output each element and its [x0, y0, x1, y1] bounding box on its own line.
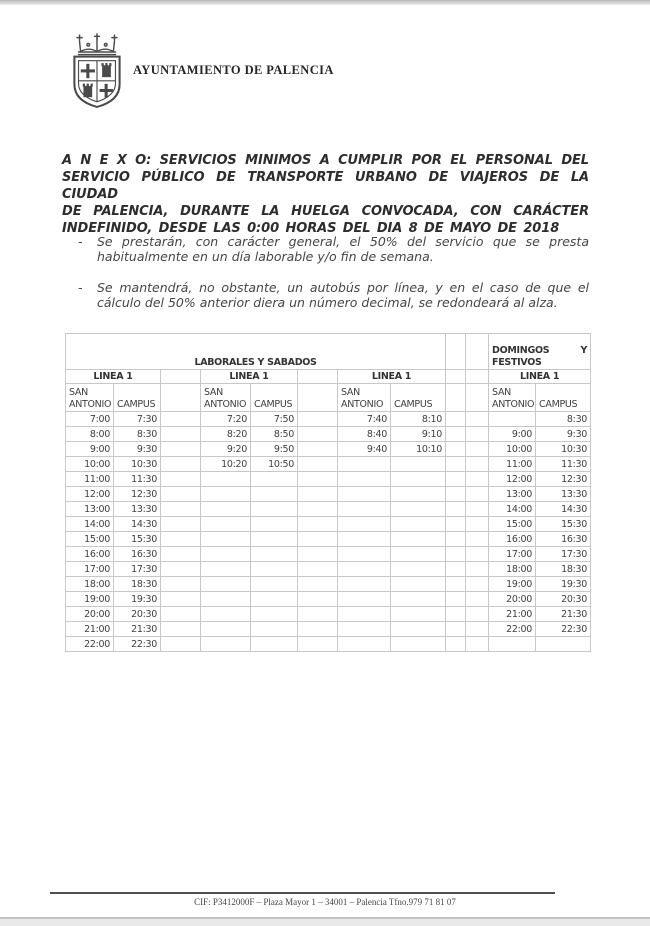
time-cell [201, 592, 251, 607]
time-cell [338, 592, 391, 607]
spacer-cell [446, 487, 466, 502]
schedule-row [66, 547, 591, 562]
time-cell [251, 577, 298, 592]
stops-header-row [66, 384, 591, 412]
schedule-row [66, 472, 591, 487]
bullet-text [97, 234, 589, 264]
group-header-row [66, 334, 591, 370]
time-cell: 7:50 [251, 412, 298, 427]
spacer-cell [161, 370, 201, 384]
time-cell: 8:40 [338, 427, 391, 442]
spacer-cell [446, 637, 466, 652]
time-cell: 10:00 [66, 457, 114, 472]
time-cell: 16:30 [114, 547, 161, 562]
time-cell [338, 637, 391, 652]
time-cell: 11:30 [536, 457, 591, 472]
time-cell: 16:00 [66, 547, 114, 562]
time-cell: 7:00 [66, 412, 114, 427]
spacer-cell [161, 472, 201, 487]
stop-origin-header: SAN ANTONIO [201, 384, 251, 412]
spacer-cell [161, 547, 201, 562]
line-label: LINEA 1 [489, 370, 591, 384]
time-cell [536, 637, 591, 652]
stop-origin-header: SAN ANTONIO [338, 384, 391, 412]
spacer-cell [298, 457, 338, 472]
time-cell [338, 517, 391, 532]
time-cell: 21:30 [536, 607, 591, 622]
bullet-1-line-2: habitualmente en un día laborable y/o fin de semana. [97, 249, 434, 264]
spacer-cell [161, 487, 201, 502]
bullet-dash: - [78, 234, 83, 249]
time-cell [201, 607, 251, 622]
footer-text: CIF: P3412000F – Plaza Mayor 1 – 34001 – Palencia Tfno.979 71 81 07 [194, 897, 456, 907]
time-cell: 20:30 [536, 592, 591, 607]
spacer-cell [298, 502, 338, 517]
time-cell: 21:30 [114, 622, 161, 637]
time-cell [251, 622, 298, 637]
time-cell [338, 622, 391, 637]
time-cell: 7:20 [201, 412, 251, 427]
time-cell [251, 562, 298, 577]
spacer-cell [466, 562, 489, 577]
time-cell: 12:30 [114, 487, 161, 502]
time-cell [391, 637, 446, 652]
spacer-cell [466, 334, 489, 370]
time-cell: 8:10 [391, 412, 446, 427]
spacer-cell [466, 502, 489, 517]
title-line-2: SERVICIO PÚBLICO DE TRANSPORTE URBANO DE VIAJEROS DE LA CIUDAD [62, 170, 589, 202]
time-cell: 15:00 [489, 517, 536, 532]
time-cell: 9:50 [251, 442, 298, 457]
time-cell [391, 472, 446, 487]
spacer-cell [161, 637, 201, 652]
time-cell: 9:10 [391, 427, 446, 442]
time-cell [251, 532, 298, 547]
spacer-cell [446, 577, 466, 592]
time-cell: 22:00 [489, 622, 536, 637]
time-cell [251, 502, 298, 517]
time-cell: 20:30 [114, 607, 161, 622]
spacer-cell [446, 547, 466, 562]
time-cell: 11:00 [66, 472, 114, 487]
title-line-4: INDEFINIDO, DESDE LAS 0:00 HORAS DEL DIA 8 DE MAYO DE 2018 [62, 221, 560, 236]
time-cell [201, 577, 251, 592]
stop-dest-header: CAMPUS [251, 384, 298, 412]
spacer-cell [298, 607, 338, 622]
spacer-cell [446, 412, 466, 427]
time-cell [201, 487, 251, 502]
spacer-cell [446, 457, 466, 472]
time-cell: 19:00 [489, 577, 536, 592]
schedule-row [66, 592, 591, 607]
time-cell [391, 547, 446, 562]
schedule-row [66, 427, 591, 442]
time-cell: 9:40 [338, 442, 391, 457]
schedule-row [66, 562, 591, 577]
spacer-cell [161, 442, 201, 457]
group-domingos-header: DOMINGOS Y FESTIVOS [489, 334, 591, 370]
spacer-cell [466, 457, 489, 472]
time-cell [201, 517, 251, 532]
time-cell: 22:30 [114, 637, 161, 652]
time-cell: 18:30 [114, 577, 161, 592]
time-cell: 13:00 [66, 502, 114, 517]
schedule-row [66, 457, 591, 472]
spacer-cell [161, 592, 201, 607]
time-cell: 14:00 [489, 502, 536, 517]
spacer-cell [446, 370, 466, 384]
time-cell: 21:00 [66, 622, 114, 637]
spacer-cell [446, 442, 466, 457]
schedule-row [66, 502, 591, 517]
time-cell [391, 532, 446, 547]
spacer-cell [298, 637, 338, 652]
spacer-cell [298, 487, 338, 502]
spacer-cell [466, 412, 489, 427]
time-cell [201, 472, 251, 487]
spacer-cell [466, 637, 489, 652]
time-cell: 7:40 [338, 412, 391, 427]
time-cell [251, 472, 298, 487]
spacer-cell [446, 334, 466, 370]
spacer-cell [466, 592, 489, 607]
time-cell: 9:30 [536, 427, 591, 442]
time-cell: 15:30 [114, 532, 161, 547]
spacer-cell [161, 607, 201, 622]
time-cell [251, 517, 298, 532]
title-line-3: DE PALENCIA, DURANTE LA HUELGA CONVOCADA, CON CARÁCTER [62, 204, 589, 219]
footer-rule [50, 892, 555, 894]
time-cell: 13:00 [489, 487, 536, 502]
bullet-item-2 [78, 280, 589, 310]
annex-title [62, 152, 589, 237]
time-cell: 19:00 [66, 592, 114, 607]
line-label: LINEA 1 [338, 370, 446, 384]
time-cell [391, 607, 446, 622]
line-label: LINEA 1 [66, 370, 161, 384]
time-cell: 10:20 [201, 457, 251, 472]
spacer-cell [161, 502, 201, 517]
time-cell: 9:00 [489, 427, 536, 442]
time-cell: 17:00 [66, 562, 114, 577]
spacer-cell [298, 384, 338, 412]
time-cell: 9:00 [66, 442, 114, 457]
time-cell: 10:50 [251, 457, 298, 472]
time-cell: 17:00 [489, 547, 536, 562]
palencia-coat-of-arms-icon [66, 33, 128, 109]
spacer-cell [161, 562, 201, 577]
spacer-cell [298, 562, 338, 577]
spacer-cell [466, 472, 489, 487]
time-cell: 8:00 [66, 427, 114, 442]
spacer-cell [466, 622, 489, 637]
time-cell [201, 622, 251, 637]
time-cell: 8:30 [536, 412, 591, 427]
time-cell [251, 487, 298, 502]
spacer-cell [466, 442, 489, 457]
time-cell: 10:10 [391, 442, 446, 457]
spacer-cell [446, 502, 466, 517]
stop-origin-header: SAN ANTONIO [489, 384, 536, 412]
spacer-cell [466, 547, 489, 562]
spacer-cell [298, 472, 338, 487]
time-cell: 21:00 [489, 607, 536, 622]
bullet-item-1 [78, 234, 589, 264]
time-cell [391, 487, 446, 502]
spacer-cell [161, 577, 201, 592]
time-cell: 15:00 [66, 532, 114, 547]
spacer-cell [298, 427, 338, 442]
time-cell [251, 592, 298, 607]
time-cell: 10:30 [536, 442, 591, 457]
spacer-cell [161, 622, 201, 637]
schedule-row [66, 517, 591, 532]
spacer-cell [466, 384, 489, 412]
spacer-cell [161, 517, 201, 532]
time-cell [201, 637, 251, 652]
time-cell [391, 457, 446, 472]
spacer-cell [466, 487, 489, 502]
spacer-cell [161, 427, 201, 442]
schedule-row [66, 577, 591, 592]
time-cell: 14:30 [114, 517, 161, 532]
time-cell [201, 502, 251, 517]
org-name: AYUNTAMIENTO DE PALENCIA [133, 63, 334, 77]
minimum-service-schedule-table [65, 333, 591, 652]
time-cell [338, 487, 391, 502]
stop-origin-header: SAN ANTONIO [66, 384, 114, 412]
time-cell [251, 607, 298, 622]
time-cell: 12:30 [536, 472, 591, 487]
time-cell [391, 502, 446, 517]
viewer-edge-bottom [0, 917, 650, 926]
spacer-cell [298, 622, 338, 637]
time-cell: 22:00 [66, 637, 114, 652]
time-cell [391, 517, 446, 532]
time-cell [338, 532, 391, 547]
spacer-cell [298, 547, 338, 562]
spacer-cell [466, 577, 489, 592]
schedule-row [66, 622, 591, 637]
time-cell [251, 637, 298, 652]
spacer-cell [446, 607, 466, 622]
bullet-2-line-2: cálculo del 50% anterior diera un número decimal, se redondeará al alza. [97, 295, 558, 310]
stop-dest-header: CAMPUS [391, 384, 446, 412]
spacer-cell [446, 427, 466, 442]
spacer-cell [161, 412, 201, 427]
time-cell [391, 577, 446, 592]
time-cell: 13:30 [536, 487, 591, 502]
spacer-cell [446, 472, 466, 487]
spacer-cell [298, 592, 338, 607]
spacer-cell [298, 412, 338, 427]
time-cell: 19:30 [536, 577, 591, 592]
schedule-row [66, 532, 591, 547]
stop-dest-header: CAMPUS [114, 384, 161, 412]
line-header-row [66, 370, 591, 384]
spacer-cell [446, 592, 466, 607]
time-cell [338, 457, 391, 472]
bullet-dash: - [78, 280, 83, 295]
bullet-1-line-1: Se prestarán, con carácter general, el 50% del servicio que se presta [97, 234, 589, 249]
time-cell: 8:50 [251, 427, 298, 442]
time-cell: 9:20 [201, 442, 251, 457]
line-label: LINEA 1 [201, 370, 298, 384]
time-cell: 19:30 [114, 592, 161, 607]
spacer-cell [446, 517, 466, 532]
time-cell: 14:00 [66, 517, 114, 532]
spacer-cell [466, 517, 489, 532]
spacer-cell [466, 607, 489, 622]
time-cell [338, 607, 391, 622]
spacer-cell [161, 384, 201, 412]
time-cell [201, 532, 251, 547]
time-cell: 18:30 [536, 562, 591, 577]
spacer-cell [161, 532, 201, 547]
time-cell: 18:00 [489, 562, 536, 577]
schedule-row [66, 637, 591, 652]
time-cell: 16:00 [489, 532, 536, 547]
spacer-cell [446, 562, 466, 577]
spacer-cell [161, 457, 201, 472]
title-line-1: A N E X O: SERVICIOS MINIMOS A CUMPLIR POR EL PERSONAL DEL [62, 153, 589, 168]
spacer-cell [446, 384, 466, 412]
time-cell: 13:30 [114, 502, 161, 517]
spacer-cell [446, 622, 466, 637]
time-cell: 20:00 [489, 592, 536, 607]
spacer-cell [298, 442, 338, 457]
time-cell: 9:30 [114, 442, 161, 457]
time-cell [391, 622, 446, 637]
group-laborales-header: LABORALES Y SABADOS [66, 334, 446, 370]
schedule-row [66, 412, 591, 427]
time-cell: 12:00 [489, 472, 536, 487]
time-cell: 10:30 [114, 457, 161, 472]
time-cell [338, 502, 391, 517]
viewer-edge-top [0, 0, 650, 5]
time-cell: 12:00 [66, 487, 114, 502]
time-cell: 11:30 [114, 472, 161, 487]
bullet-text [97, 280, 589, 310]
spacer-cell [466, 370, 489, 384]
stop-dest-header: CAMPUS [536, 384, 591, 412]
time-cell [391, 592, 446, 607]
time-cell [489, 637, 536, 652]
schedule-row [66, 442, 591, 457]
spacer-cell [298, 370, 338, 384]
time-cell: 17:30 [536, 547, 591, 562]
spacer-cell [466, 427, 489, 442]
time-cell [338, 547, 391, 562]
time-cell: 15:30 [536, 517, 591, 532]
spacer-cell [298, 517, 338, 532]
time-cell [251, 547, 298, 562]
bullet-2-line-1: Se mantendrá, no obstante, un autobús por línea, y en el caso de que el [97, 280, 589, 295]
time-cell [338, 577, 391, 592]
time-cell: 22:30 [536, 622, 591, 637]
time-cell [391, 562, 446, 577]
time-cell [338, 472, 391, 487]
spacer-cell [298, 577, 338, 592]
time-cell: 14:30 [536, 502, 591, 517]
time-cell: 8:30 [114, 427, 161, 442]
schedule-row [66, 487, 591, 502]
time-cell: 16:30 [536, 532, 591, 547]
time-cell: 10:00 [489, 442, 536, 457]
schedule-row [66, 607, 591, 622]
spacer-cell [466, 532, 489, 547]
time-cell: 7:30 [114, 412, 161, 427]
time-cell [201, 547, 251, 562]
time-cell: 20:00 [66, 607, 114, 622]
time-cell [201, 562, 251, 577]
spacer-cell [446, 532, 466, 547]
time-cell: 18:00 [66, 577, 114, 592]
time-cell: 8:20 [201, 427, 251, 442]
time-cell: 17:30 [114, 562, 161, 577]
time-cell [489, 412, 536, 427]
spacer-cell [298, 532, 338, 547]
time-cell [338, 562, 391, 577]
time-cell: 11:00 [489, 457, 536, 472]
